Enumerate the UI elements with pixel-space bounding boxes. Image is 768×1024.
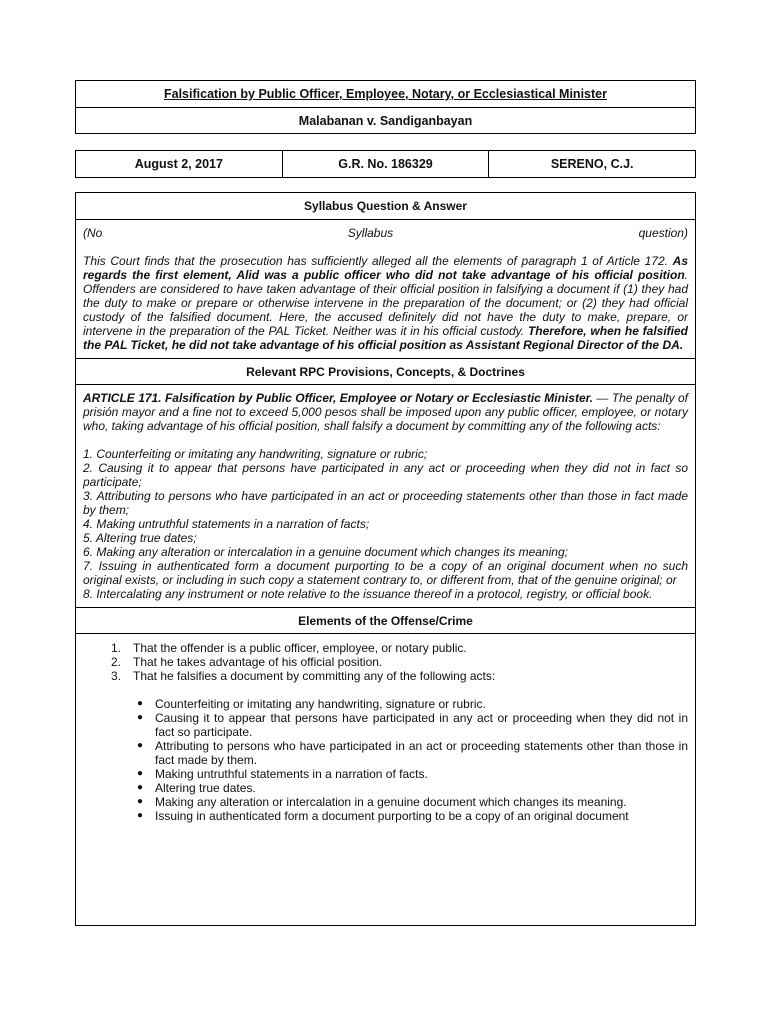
bullet-icon: ●: [137, 712, 144, 723]
act-bullet-item: [137, 795, 688, 809]
document-title-row: [76, 81, 695, 107]
syllabus-word-1: (No: [83, 226, 103, 240]
bullet-icon: ●: [137, 768, 144, 779]
element-item: [111, 655, 688, 669]
article-act-item: 4. Making untruthful statements in a narration of facts;: [83, 517, 370, 531]
case-gr-number: G.R. No. 186329: [282, 151, 489, 177]
rpc-body: [76, 385, 695, 607]
bullet-icon: ●: [137, 698, 144, 709]
element-item: [111, 641, 688, 655]
case-name-row: [76, 107, 695, 133]
bullet-icon: ●: [137, 810, 144, 821]
case-ponente: SERENO, C.J.: [488, 151, 695, 177]
act-text: Altering true dates.: [155, 781, 256, 795]
answer-intro: This Court finds that the prosecution has sufficiently alleged all the elements of paragraph 1 of Article 172.: [83, 254, 668, 268]
syllabus-word-2: Syllabus: [347, 226, 394, 240]
syllabus-body: [76, 220, 695, 358]
article-171-text: [83, 391, 688, 433]
article-act-item: 8. Intercalating any instrument or note relative to the issuance thereof in a protocol, registry, or official book.: [83, 587, 653, 601]
case-name: Malabanan v. Sandiganbayan: [298, 113, 473, 128]
act-text: Making any alteration or intercalation in a genuine document which changes its meaning.: [155, 795, 627, 809]
article-act-item: 1. Counterfeiting or imitating any handwriting, signature or rubric;: [83, 447, 428, 461]
element-text: That he takes advantage of his official position.: [133, 655, 383, 669]
bullet-icon: ●: [137, 740, 144, 751]
answer-bold-first-element: As regards the first element, Alid was a public officer who did not take advantage of his official position: [83, 254, 688, 282]
case-date: August 2, 2017: [134, 157, 223, 171]
article-act-item: 6. Making any alteration or intercalation in a genuine document which changes its meaning;: [83, 545, 568, 559]
syllabus-question-line: [83, 226, 688, 240]
bullet-icon: ●: [137, 782, 144, 793]
elements-list: [83, 641, 688, 683]
answer-body: . Offenders are considered to have taken advantage of their official position in falsifying a document if (1) they had the duty to make or prepare or otherwise intervene in the preparation of the document; or (2) they had official custody of the falsified document. Here, the accused definitely did not have the duty to make, prepare, or intervene in the preparation of the PAL Ticket. Neither was it in his official custody.: [83, 268, 688, 338]
article-act-item: 3. Attributing to persons who have participated in an act or proceeding statements other than those in fact made by them;: [83, 489, 688, 517]
document-title: Falsification by Public Officer, Employee, Notary, or Ecclesiastical Minister: [164, 87, 607, 101]
syllabus-word-3: question): [638, 226, 688, 240]
element-number: 2.: [111, 655, 122, 669]
article-act-item: 2. Causing it to appear that persons have participated in any act or proceeding when they did not in fact so participate;: [83, 461, 688, 489]
act-text: Attributing to persons who have participated in an act or proceeding statements other than those in fact made by them.: [155, 739, 688, 767]
title-table: [75, 80, 696, 134]
article-171-title: ARTICLE 171. Falsification by Public Officer, Employee or Notary or Ecclesiastic Minister.: [83, 391, 593, 405]
syllabus-heading: Syllabus Question & Answer: [76, 193, 695, 220]
element-item: [111, 669, 688, 683]
article-171-intro: — The penalty of prisión mayor and a fine not to exceed 5,000 pesos shall be imposed upon any public officer, employee, or notary who, taking advantage of his official position, shall falsify a document by committing any of the following acts:: [83, 391, 689, 433]
act-bullet-item: [137, 711, 688, 739]
element-number: 3.: [111, 669, 122, 683]
act-text: Causing it to appear that persons have participated in any act or proceeding when they did not in fact so participate.: [155, 711, 688, 739]
case-info-table: [75, 150, 696, 178]
act-text: Counterfeiting or imitating any handwriting, signature or rubric.: [155, 697, 486, 711]
act-bullet-item: [137, 739, 688, 767]
act-bullet-item: [137, 697, 688, 711]
element-number: 1.: [111, 641, 122, 655]
syllabus-answer: [83, 254, 688, 352]
elements-heading: Elements of the Offense/Crime: [76, 607, 695, 634]
article-act-item: 7. Issuing in authenticated form a document purporting to be a copy of an original document when no such original exists, or including in such copy a statement contrary to, or different from, that of the genuine original; or: [83, 559, 688, 587]
act-bullet-item: [137, 781, 688, 795]
answer-bold-conclusion: Therefore, when he falsified the PAL Ticket, he did not take advantage of his official position as Assistant Regional Director of the DA.: [83, 324, 688, 352]
rpc-heading: Relevant RPC Provisions, Concepts, & Doctrines: [76, 358, 695, 385]
element-text: That he falsifies a document by committing any of the following acts:: [133, 669, 496, 683]
falsification-acts-list: [83, 697, 688, 823]
article-act-item: 5. Altering true dates;: [83, 531, 197, 545]
act-text: Making untruthful statements in a narration of facts.: [155, 767, 428, 781]
element-text: That the offender is a public officer, employee, or notary public.: [133, 641, 467, 655]
elements-body: [76, 634, 695, 829]
article-acts-list: [83, 447, 688, 601]
bullet-icon: ●: [137, 796, 144, 807]
act-bullet-item: [137, 809, 688, 823]
digest-table: [75, 192, 696, 926]
act-text: Issuing in authenticated form a document purporting to be a copy of an original document: [155, 809, 629, 823]
act-bullet-item: [137, 767, 688, 781]
